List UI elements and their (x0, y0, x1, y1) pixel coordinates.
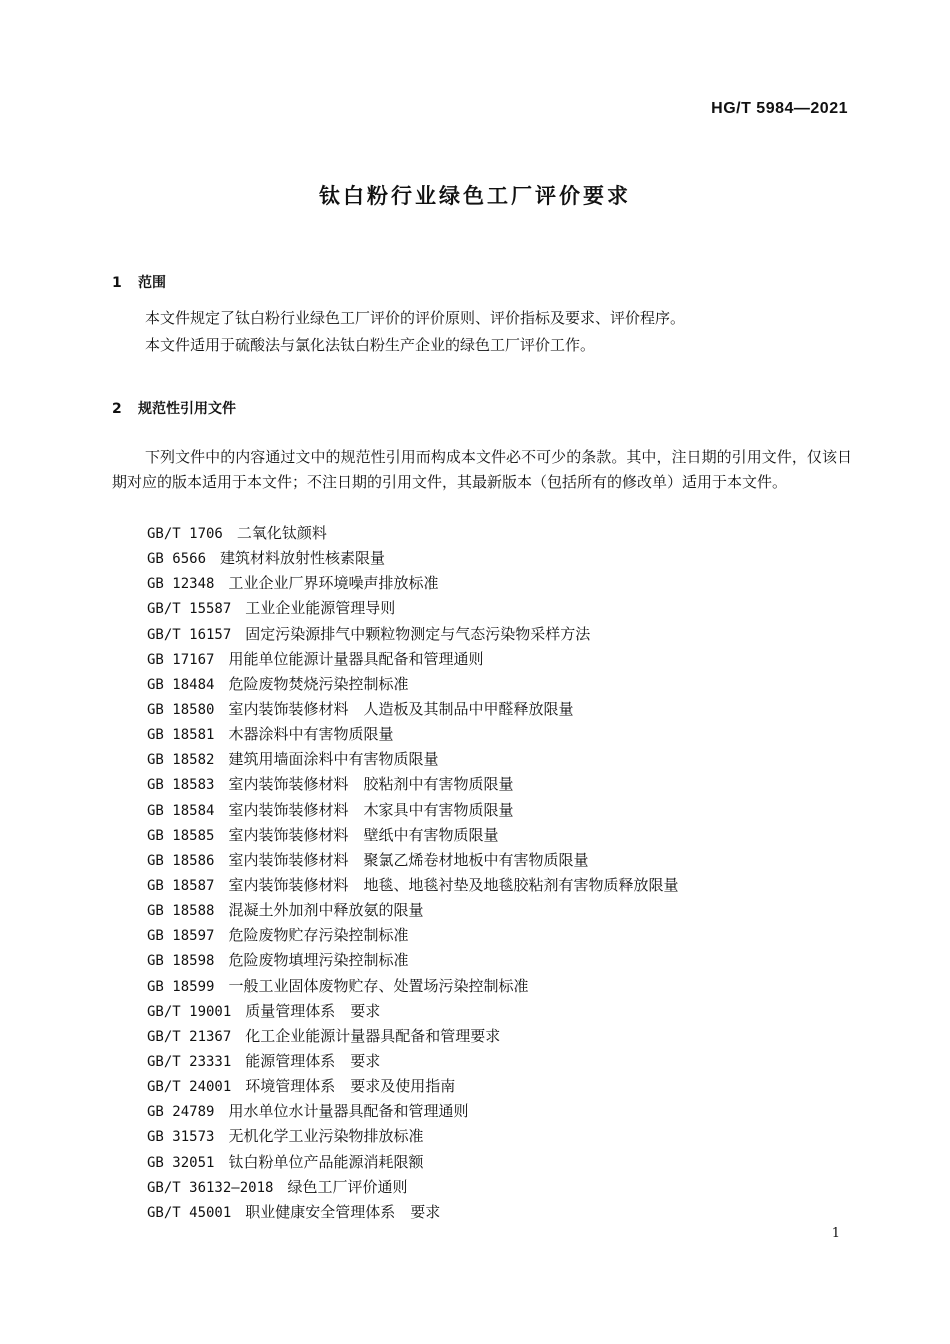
reference-title: 工业企业厂界环境噪声排放标准 (228, 574, 439, 593)
reference-title: 室内装饰装修材料 聚氯乙烯卷材地板中有害物质限量 (228, 850, 589, 869)
reference-code: GB/T 24001 (147, 1079, 232, 1096)
paragraph: 本文件规定了钛白粉行业绿色工厂评价的评价原则、评价指标及要求、评价程序。 (145, 309, 686, 327)
reference-code: GB/T 21367 (147, 1028, 232, 1045)
reference-code: GB 18484 (147, 676, 215, 693)
section-number: 2 (112, 401, 122, 417)
reference-title: 职业健康安全管理体系 要求 (245, 1202, 441, 1221)
reference-code: GB 12348 (147, 576, 215, 593)
reference-title: 环境管理体系 要求及使用指南 (245, 1077, 456, 1096)
reference-item (147, 1049, 678, 1074)
reference-code: GB/T 23331 (147, 1053, 232, 1070)
reference-code: GB/T 19001 (147, 1003, 232, 1020)
reference-title: 钛白粉单位产品能源消耗限额 (228, 1152, 424, 1171)
reference-title: 质量管理体系 要求 (245, 1001, 381, 1020)
reference-title: 建筑材料放射性核素限量 (220, 549, 386, 568)
reference-code: GB 32051 (147, 1154, 215, 1171)
reference-item (147, 521, 678, 546)
reference-item (147, 697, 678, 722)
standard-number: HG/T 5984—2021 (711, 100, 848, 117)
reference-item (147, 948, 678, 973)
reference-item (147, 974, 678, 999)
section-heading-normative-references (112, 398, 236, 418)
reference-title: 室内装饰装修材料 壁纸中有害物质限量 (228, 825, 499, 844)
reference-title: 化工企业能源计量器具配备和管理要求 (245, 1026, 501, 1045)
reference-title: 二氧化钛颜料 (236, 524, 327, 542)
reference-code: GB 6566 (147, 551, 207, 568)
paragraph: 下列文件中的内容通过文中的规范性引用而构成本文件必不可少的条款。其中，注日期的引用文件，仅该日期对应的版本适用于本文件；不注日期的引用文件，其最新版本（包括所有的修改单）适用于本文件。 (112, 448, 852, 491)
reference-code: GB 18587 (147, 877, 215, 894)
section-heading-scope (112, 272, 166, 292)
reference-code: GB 18584 (147, 802, 215, 819)
reference-code: GB 18583 (147, 777, 215, 794)
reference-item (147, 722, 678, 747)
reference-item (147, 672, 678, 697)
reference-item (147, 1024, 678, 1049)
document-title: 钛白粉行业绿色工厂评价要求 (319, 184, 631, 208)
page-number: 1 (831, 1226, 840, 1241)
reference-item (147, 798, 678, 823)
reference-title: 工业企业能源管理导则 (245, 599, 396, 618)
reference-item (147, 873, 678, 898)
reference-code: GB 18598 (147, 953, 215, 970)
reference-item (147, 596, 678, 621)
reference-code: GB 18580 (147, 701, 215, 718)
reference-title: 一般工业固体废物贮存、处置场污染控制标准 (228, 976, 529, 995)
reference-item (147, 622, 678, 647)
reference-code: GB/T 36132—2018 (147, 1179, 274, 1196)
reference-code: GB 18597 (147, 928, 215, 945)
section-title: 规范性引用文件 (138, 401, 236, 417)
reference-title: 危险废物焚烧污染控制标准 (228, 674, 409, 693)
reference-code: GB 18599 (147, 978, 215, 995)
reference-item (147, 747, 678, 772)
reference-title: 固定污染源排气中颗粒物测定与气态污染物采样方法 (245, 624, 591, 643)
reference-title: 建筑用墙面涂料中有害物质限量 (228, 750, 439, 769)
paragraph: 本文件适用于硫酸法与氯化法钛白粉生产企业的绿色工厂评价工作。 (145, 336, 596, 354)
reference-item (147, 1200, 678, 1225)
reference-item (147, 647, 678, 672)
reference-item (147, 999, 678, 1024)
reference-code: GB/T 15587 (147, 601, 232, 618)
reference-code: GB/T 1706 (147, 526, 223, 542)
reference-code: GB 18581 (147, 727, 215, 744)
reference-item (147, 848, 678, 873)
reference-title: 绿色工厂评价通则 (287, 1177, 408, 1196)
reference-item (147, 1150, 678, 1175)
reference-item (147, 898, 678, 923)
reference-code: GB/T 45001 (147, 1204, 232, 1221)
section-title: 范围 (138, 275, 166, 291)
reference-code: GB 18588 (147, 903, 215, 920)
reference-list (147, 521, 678, 1225)
reference-title: 室内装饰装修材料 人造板及其制品中甲醛释放限量 (228, 699, 574, 718)
reference-item (147, 1175, 678, 1200)
reference-code: GB 31573 (147, 1129, 215, 1146)
reference-code: GB 18585 (147, 827, 215, 844)
reference-title: 无机化学工业污染物排放标准 (228, 1127, 424, 1146)
reference-item (147, 1099, 678, 1124)
reference-item (147, 1074, 678, 1099)
reference-item (147, 923, 678, 948)
section-number: 1 (112, 275, 122, 291)
reference-title: 能源管理体系 要求 (245, 1051, 381, 1070)
reference-code: GB 18586 (147, 852, 215, 869)
reference-title: 室内装饰装修材料 胶粘剂中有害物质限量 (228, 775, 514, 794)
reference-item (147, 546, 678, 571)
reference-title: 用能单位能源计量器具配备和管理通则 (228, 649, 484, 668)
reference-code: GB/T 16157 (147, 626, 232, 643)
reference-title: 混凝土外加剂中释放氨的限量 (228, 901, 424, 920)
reference-item (147, 823, 678, 848)
reference-title: 室内装饰装修材料 地毯、地毯衬垫及地毯胶粘剂有害物质释放限量 (228, 875, 679, 894)
reference-code: GB 18582 (147, 752, 215, 769)
reference-title: 用水单位水计量器具配备和管理通则 (228, 1102, 469, 1121)
reference-code: GB 24789 (147, 1104, 215, 1121)
reference-title: 危险废物填埋污染控制标准 (228, 951, 409, 970)
reference-item (147, 571, 678, 596)
reference-title: 木器涂料中有害物质限量 (228, 725, 394, 744)
reference-code: GB 17167 (147, 651, 215, 668)
reference-item (147, 1124, 678, 1149)
reference-title: 危险废物贮存污染控制标准 (228, 926, 409, 945)
reference-title: 室内装饰装修材料 木家具中有害物质限量 (228, 800, 514, 819)
reference-item (147, 772, 678, 797)
